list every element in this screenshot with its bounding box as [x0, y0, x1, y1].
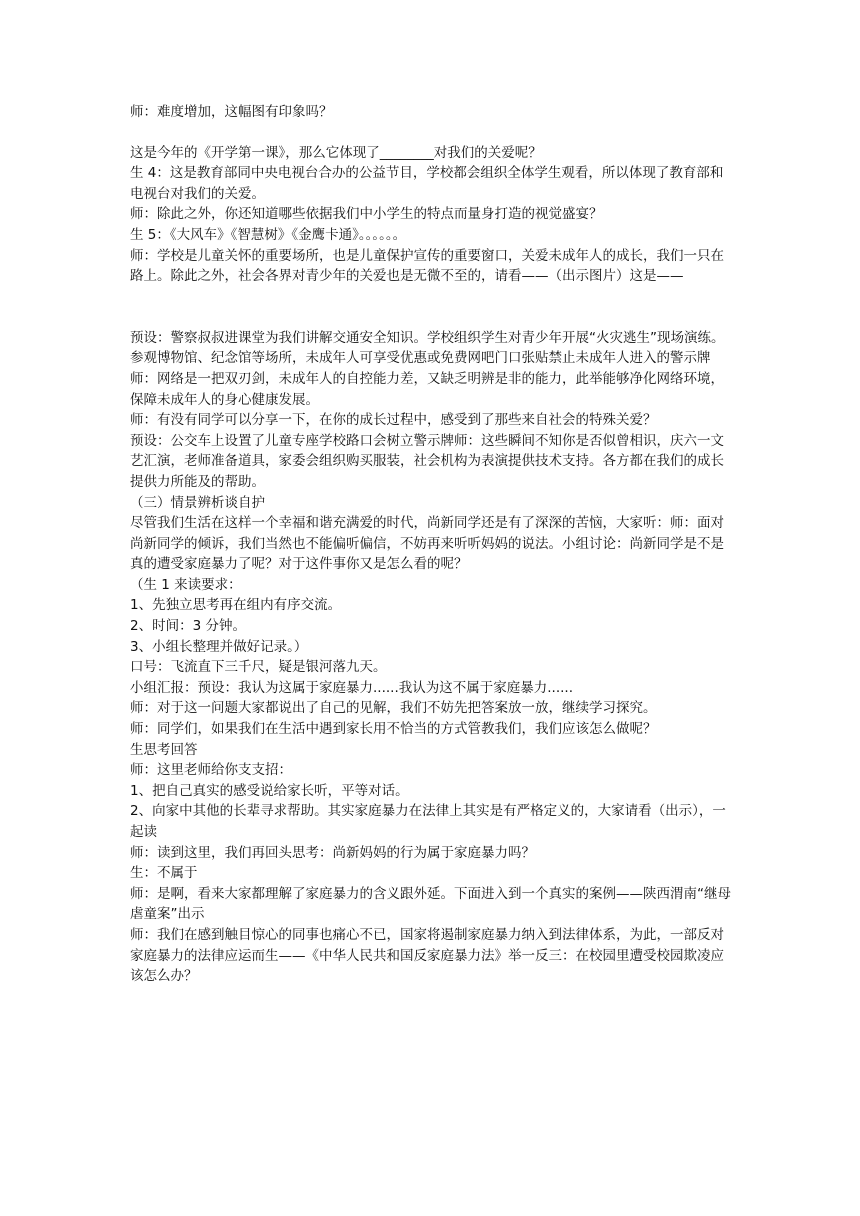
paragraph: 口号：飞流直下三千尺，疑是银河落九天。	[130, 659, 387, 676]
paragraph: 师：难度增加，这幅图有印象吗？	[130, 104, 333, 120]
paragraph: 师：读到这里，我们再回头思考：尚新妈妈的行为属于家庭暴力吗？	[130, 844, 535, 861]
list-item: 2、时间：3 分钟。	[130, 618, 246, 635]
paragraph: 师：学校是儿童关怀的重要场所，也是儿童保护宣传的重要窗口，关爱未成年人的成长，我们一只在路上。除此之外，社会各界对青少年的关爱也是无微不至的，请看——（出示图片）这是——	[130, 247, 724, 285]
paragraph: 生思考回答	[130, 741, 198, 758]
paragraph: 师：我们在感到触目惊心的同事也痛心不已，国家将遏制家庭暴力纳入到法律体系，为此，一部反对家庭暴力的法律应运而生——《中华人民共和国反家庭暴力法》举一反三：在校园里遭受校园欺凌应该怎么办？	[130, 926, 724, 985]
document-body	[130, 102, 735, 987]
paragraph: 师：这里老师给你支支招：	[130, 762, 292, 779]
blank-line	[130, 308, 735, 328]
paragraph: 小组汇报：预设：我认为这属于家庭暴力......我认为这不属于家庭暴力......	[130, 679, 573, 696]
blank-line	[130, 287, 735, 308]
list-item: 3、小组长整理并做好记录。）	[130, 638, 308, 655]
section-heading: （三）情景辨析谈自护	[130, 494, 265, 511]
paragraph: 师：同学们，如果我们在生活中遇到家长用不恰当的方式管教我们，我们应该怎么做呢？	[130, 721, 657, 738]
paragraph: 生 4：这是教育部同中央电视台合办的公益节目，学校都会组织全体学生观看，所以体现了教育部和电视台对我们的关爱。	[130, 165, 724, 202]
list-item: 1、先独立思考再在组内有序交流。	[130, 597, 342, 614]
paragraph: 师：有没有同学可以分享一下，在你的成长过程中，感受到了那些来自社会的特殊关爱？	[130, 412, 657, 429]
paragraph: 师：网络是一把双刃剑，未成年人的自控能力差，又缺乏明辨是非的能力，此举能够净化网络环境，保障未成年人的身心健康发展。	[130, 370, 724, 408]
paragraph: 生 5：《大风车》《智慧树》《金鹰卡通》。。。。。。	[130, 226, 407, 243]
paragraph: 师：是啊，看来大家都理解了家庭暴力的含义跟外延。下面进入到一个真实的案例——陕西渭南“继母虐童案”出示	[130, 885, 731, 923]
paragraph: 预设：警察叔叔进课堂为我们讲解交通安全知识。学校组织学生对青少年开展“火灾逃生”现场演练。参观博物馆、纪念馆等场所，未成年人可享受优惠或免费网吧门口张贴禁止未成年人进入的警示牌	[130, 329, 725, 367]
paragraph: （生 1 来读要求：	[130, 576, 242, 593]
paragraph: 尽管我们生活在这样一个幸福和谐充满爱的时代，尚新同学还是有了深深的苦恼，大家听：师：面对尚新同学的倾诉，我们当然也不能偏听偏信，不妨再来听听妈妈的说法。小组讨论：尚新同学是不是真的遭受家庭暴力了呢？对于这件事你又是怎么看的呢？	[130, 515, 724, 573]
paragraph: 师：对于这一问题大家都说出了自己的见解，我们不妨先把答案放一放，继续学习探究。	[130, 700, 657, 717]
paragraph: 生：不属于	[130, 865, 198, 882]
list-item: 2、向家中其他的长辈寻求帮助。其实家庭暴力在法律上其实是有严格定义的，大家请看（出示），一起读	[130, 803, 726, 840]
blank-line	[130, 123, 735, 143]
paragraph: 预设：公交车上设置了儿童专座学校路口会树立警示牌师：这些瞬间不知你是否似曾相识，庆六一文艺汇演，老师准备道具，家委会组织购买服装，社会机构为表演提供技术支持。各方都在我们的成长提供力所能及的帮助。	[130, 432, 724, 490]
paragraph: 师：除此之外，你还知道哪些依据我们中小学生的特点而量身打造的视觉盛宴？	[130, 206, 603, 223]
paragraph: 这是今年的《开学第一课》，那么它体现了________对我们的关爱呢？	[130, 144, 542, 161]
list-item: 1、把自己真实的感受说给家长听，平等对话。	[130, 782, 409, 799]
